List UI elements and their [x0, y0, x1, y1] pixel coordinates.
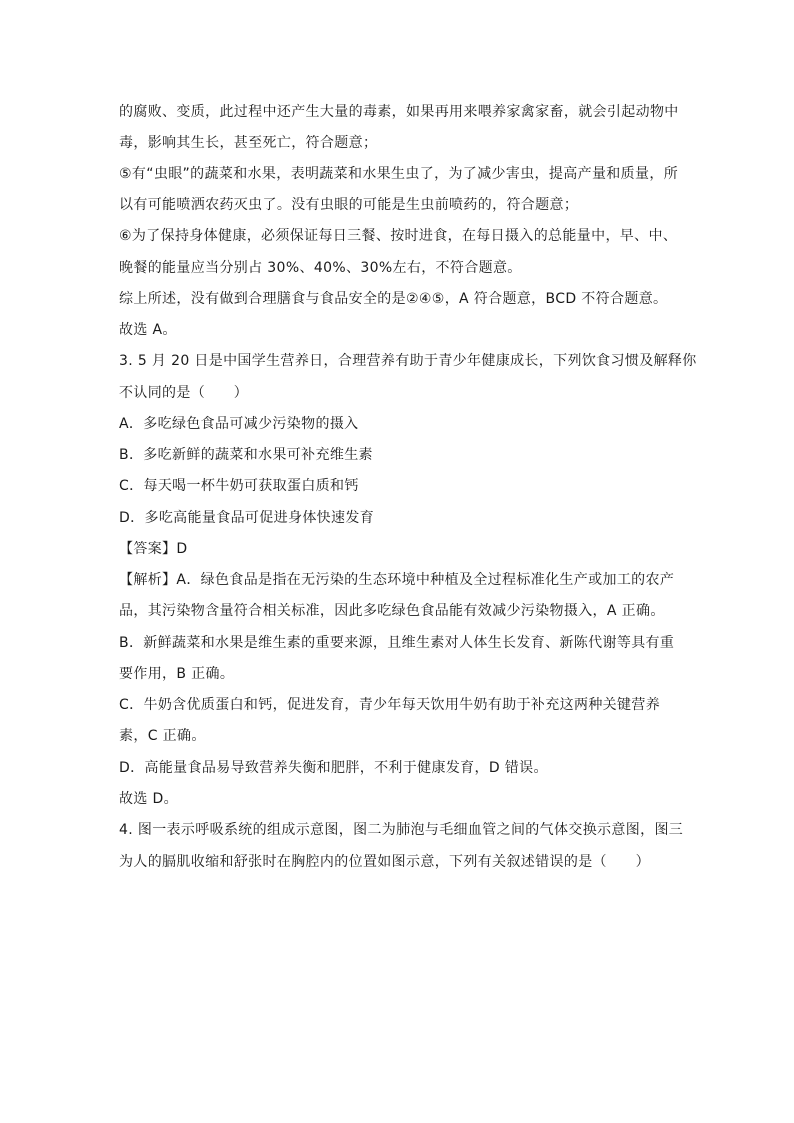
analysis-line: 品，其污染物含量符合相关标准，因此多吃绿色食品能有效减少污染物摄入，A 正确。: [119, 603, 665, 619]
analysis-line: D．高能量食品易导致营养失衡和肥胖，不利于健康发育，D 错误。: [119, 760, 548, 776]
option-c: C．每天喝一杯牛奶可获取蛋白质和钙: [119, 478, 359, 494]
question-3-stem: 不认同的是（ ）: [119, 385, 249, 401]
text-line: 毒，影响其生长，甚至死亡，符合题意；: [119, 135, 378, 151]
analysis-line: 要作用，B 正确。: [119, 666, 235, 682]
question-3-stem: 3. 5 月 20 日是中国学生营养日，合理营养有助于青少年健康成长，下列饮食习惯及解释你: [119, 353, 697, 369]
option-d: D．多吃高能量食品可促进身体快速发育: [119, 510, 375, 526]
answer-line: 【答案】D: [119, 541, 188, 557]
text-line: 以有可能喷洒农药灭虫了。没有虫眼的可能是生虫前喷药的，符合题意；: [119, 197, 579, 213]
analysis-line: B．新鲜蔬菜和水果是维生素的重要来源，且维生素对人体生长发育、新陈代谢等具有重: [119, 635, 675, 651]
conclusion-line: 故选 D。: [119, 791, 178, 807]
question-4-stem: 为人的膈肌收缩和舒张时在胸腔内的位置如图示意，下列有关叙述错误的是（ ）: [119, 854, 650, 870]
text-line: 的腐败、变质，此过程中还产生大量的毒素，如果再用来喂养家禽家畜，就会引起动物中: [119, 104, 679, 120]
text-line: 故选 A。: [119, 322, 177, 338]
question-4-stem: 4. 图一表示呼吸系统的组成示意图，图二为肺泡与毛细血管之间的气体交换示意图，图三: [119, 822, 684, 838]
analysis-line: 素，C 正确。: [119, 728, 206, 744]
option-a: A．多吃绿色食品可减少污染物的摄入: [119, 416, 359, 432]
text-line: ⑤有“虫眼”的蔬菜和水果，表明蔬菜和水果生虫了，为了减少害虫，提高产量和质量，所: [119, 166, 679, 182]
text-line: ⑥为了保持身体健康，必须保证每日三餐、按时进食，在每日摄入的总能量中，早、中、: [119, 228, 678, 244]
text-line: 晚餐的能量应当分别占 30%、40%、30%左右，不符合题意。: [119, 260, 522, 276]
analysis-line: C．牛奶含优质蛋白和钙，促进发育，青少年每天饮用牛奶有助于补充这两种关键营养: [119, 697, 661, 713]
option-b: B．多吃新鲜的蔬菜和水果可补充维生素: [119, 447, 373, 463]
text-line: 综上所述，没有做到合理膳食与食品安全的是②④⑤，A 符合题意，BCD 不符合题意。: [119, 291, 668, 307]
analysis-line: 【解析】A．绿色食品是指在无污染的生态环境中种植及全过程标准化生产或加工的农产: [119, 572, 675, 588]
